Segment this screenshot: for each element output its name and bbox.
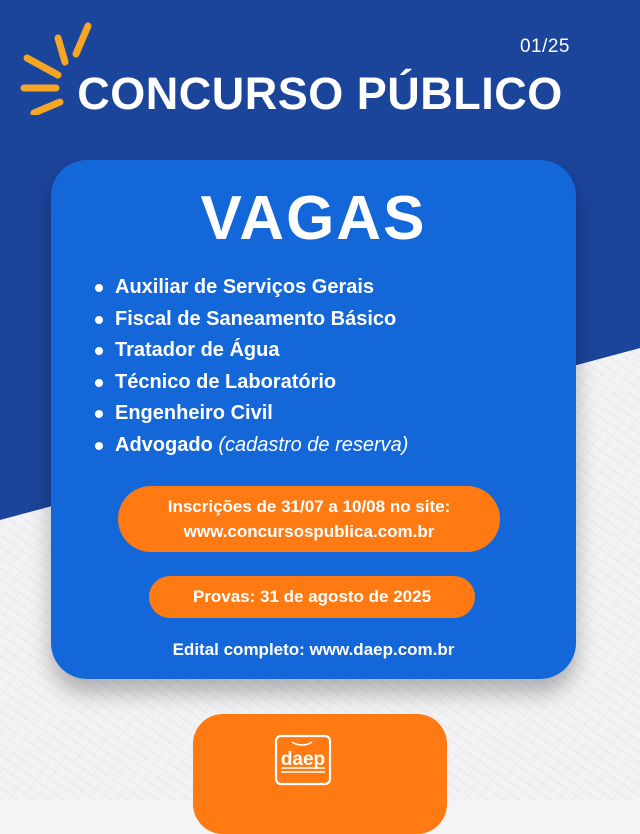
role-item [95,398,408,430]
role-note: (cadastro de reserva) [218,433,409,456]
daep-logo-icon [274,734,332,786]
role-item [95,304,408,336]
logo-text: daep [280,749,326,770]
bullet-icon [95,347,103,355]
registration-dates: Inscrições de 31/07 a 10/08 no site: [167,497,451,516]
bullet-icon [95,442,103,450]
role-item [95,430,408,462]
registration-banner [118,486,500,552]
logo-tab [193,714,447,834]
role-item [95,367,408,399]
page-title: CONCURSO PÚBLICO [77,68,563,119]
role-label: Engenheiro Civil [115,402,273,424]
role-label: Tratador de Água [115,339,280,361]
bullet-icon [95,379,103,387]
exam-date-banner: Provas: 31 de agosto de 2025 [149,576,475,618]
bullet-icon [95,284,103,292]
role-label: Fiscal de Saneamento Básico [115,307,397,330]
registration-site-link[interactable]: www.concursospublica.com.br [183,522,435,541]
role-label: Auxiliar de Serviços Gerais [115,276,375,298]
bullet-icon [95,316,103,324]
role-label: Advogado [115,433,213,456]
roles-list [95,272,408,461]
role-item [95,335,408,367]
edition-number: 01/25 [519,36,570,57]
vacancies-card [51,160,576,679]
vacancies-title: VAGAS [200,184,427,253]
edital-link[interactable]: Edital completo: www.daep.com.br [172,640,455,659]
role-item [95,272,408,304]
bullet-icon [95,410,103,418]
role-label: Técnico de Laboratório [115,370,337,393]
